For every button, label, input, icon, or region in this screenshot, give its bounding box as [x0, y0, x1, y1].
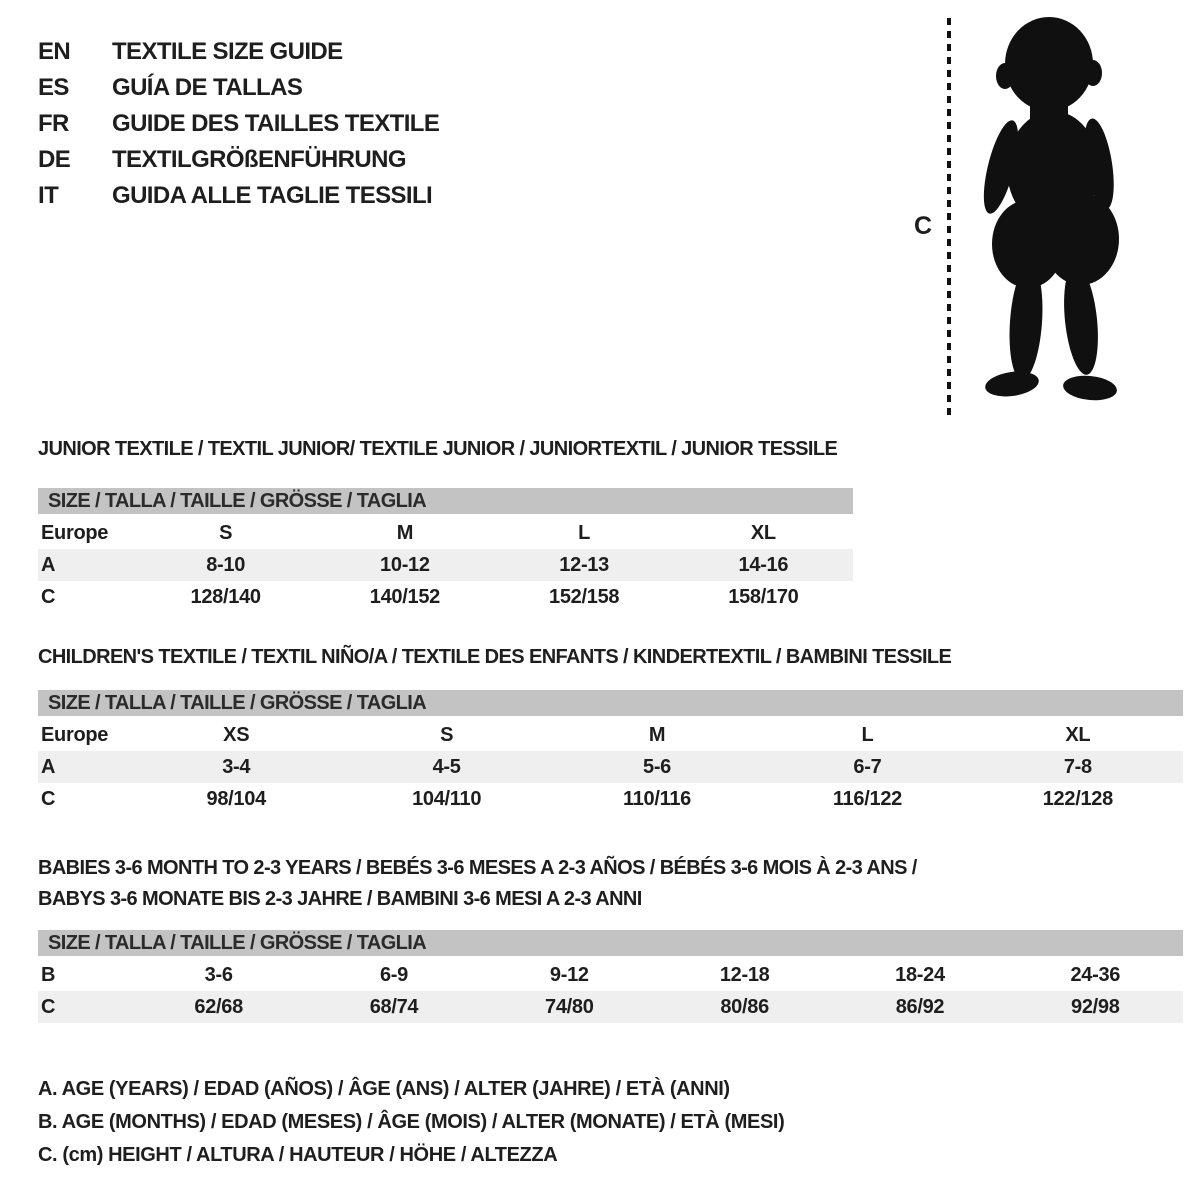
size-cell: 8-10: [206, 553, 246, 576]
junior-size-table: [38, 488, 853, 613]
junior-section-title: JUNIOR TEXTILE / TEXTIL JUNIOR/ TEXTILE JUNIOR / JUNIORTEXTIL / JUNIOR TESSILE: [38, 438, 838, 460]
row-label: C: [41, 787, 56, 810]
size-cell: 68/74: [369, 995, 419, 1018]
legend-line-c: C. (cm) HEIGHT / ALTURA / HAUTEUR / HÖHE / ALTEZZA: [38, 1144, 558, 1166]
language-code: ES: [38, 74, 69, 101]
toddler-silhouette-icon: [964, 14, 1144, 419]
size-cell: M: [396, 521, 414, 544]
size-cell: 86/92: [895, 995, 945, 1018]
size-cell: 7-8: [1063, 755, 1092, 778]
size-header-label: SIZE / TALLA / TAILLE / GRÖSSE / TAGLIA: [48, 692, 427, 714]
table-row-age-months: [38, 959, 1183, 991]
size-cell: 98/104: [206, 787, 266, 810]
babies-title-line2: BABYS 3-6 MONATE BIS 2-3 JAHRE / BAMBINI 3-6 MESI A 2-3 ANNI: [38, 888, 642, 910]
size-cell: 3-6: [204, 963, 233, 986]
size-cell: 62/68: [194, 995, 243, 1018]
children-section-title: CHILDREN'S TEXTILE / TEXTIL NIÑO/A / TEXTILE DES ENFANTS / KINDERTEXTIL / BAMBINI TESSILE: [38, 646, 952, 668]
size-cell: 152/158: [549, 585, 620, 608]
size-cell: 6-7: [853, 755, 882, 778]
table-row-height: [38, 991, 1183, 1023]
legend-line-a: A. AGE (YEARS) / EDAD (AÑOS) / ÂGE (ANS) / ALTER (JAHRE) / ETÀ (ANNI): [38, 1078, 730, 1100]
language-label: GUIDA ALLE TAGLIE TESSILI: [112, 182, 433, 209]
babies-size-table: [38, 930, 1183, 1023]
size-cell: M: [648, 723, 666, 746]
size-cell: 140/152: [369, 585, 440, 608]
size-cell: 14-16: [738, 553, 789, 576]
size-cell: 10-12: [380, 553, 430, 576]
size-cell: 92/98: [1071, 995, 1120, 1018]
size-cell: 128/140: [190, 585, 261, 608]
language-label: GUÍA DE TALLAS: [112, 74, 303, 101]
size-cell: S: [440, 723, 454, 746]
size-cell: L: [578, 521, 591, 544]
size-cell: 122/128: [1042, 787, 1113, 810]
language-code: DE: [38, 146, 71, 173]
size-cell: 158/170: [728, 585, 799, 608]
table-row-height: [38, 581, 853, 613]
babies-section-title: [38, 853, 1200, 915]
size-cell: 74/80: [545, 995, 594, 1018]
legend: [38, 1073, 1200, 1172]
table-row-europe: [38, 719, 1183, 751]
language-label: GUIDE DES TAILLES TEXTILE: [112, 110, 440, 137]
size-cell: 24-36: [1070, 963, 1121, 986]
size-header-bar: [38, 930, 1183, 956]
size-cell: 116/122: [832, 787, 902, 810]
language-code: EN: [38, 38, 71, 65]
measurement-figure: [900, 14, 1155, 424]
size-cell: XL: [750, 521, 776, 544]
row-label: C: [41, 995, 56, 1018]
size-cell: 12-13: [559, 553, 609, 576]
size-header-bar: [38, 690, 1183, 716]
children-size-table: [38, 690, 1183, 815]
size-cell: L: [861, 723, 874, 746]
language-code: FR: [38, 110, 69, 137]
language-code: IT: [38, 182, 59, 209]
size-cell: 6-9: [379, 963, 408, 986]
legend-line-b: B. AGE (MONTHS) / EDAD (MESES) / ÂGE (MOIS) / ALTER (MONATE) / ETÀ (MESI): [38, 1111, 785, 1133]
size-cell: 110/116: [623, 787, 692, 810]
size-cell: 80/86: [720, 995, 769, 1018]
babies-title-line1: BABIES 3-6 MONTH TO 2-3 YEARS / BEBÉS 3-6 MESES A 2-3 AÑOS / BÉBÉS 3-6 MOIS À 2-3 ANS /: [38, 857, 917, 879]
row-label: C: [41, 585, 56, 608]
size-cell: 5-6: [643, 755, 672, 778]
row-label: Europe: [41, 723, 109, 746]
size-cell: 3-4: [222, 755, 251, 778]
size-cell: S: [219, 521, 233, 544]
row-label: B: [41, 963, 56, 986]
row-label: A: [41, 755, 56, 778]
language-label: TEXTILGRÖßENFÜHRUNG: [112, 146, 406, 173]
size-header-label: SIZE / TALLA / TAILLE / GRÖSSE / TAGLIA: [48, 932, 427, 954]
row-label: Europe: [41, 521, 109, 544]
table-row-age: [38, 549, 853, 581]
table-row-age: [38, 751, 1183, 783]
table-row-europe: [38, 517, 853, 549]
size-header-bar: [38, 488, 853, 514]
size-cell: 9-12: [549, 963, 589, 986]
size-cell: XS: [223, 723, 250, 746]
table-row-height: [38, 783, 1183, 815]
language-label: TEXTILE SIZE GUIDE: [112, 38, 343, 65]
row-label: A: [41, 553, 56, 576]
height-measure-label: C: [914, 212, 933, 240]
size-cell: 104/110: [412, 787, 482, 810]
size-cell: 18-24: [895, 963, 945, 986]
size-cell: XL: [1065, 723, 1091, 746]
size-header-label: SIZE / TALLA / TAILLE / GRÖSSE / TAGLIA: [48, 490, 427, 512]
height-dashed-line: [946, 18, 952, 420]
size-cell: 12-18: [719, 963, 770, 986]
size-cell: 4-5: [432, 755, 461, 778]
